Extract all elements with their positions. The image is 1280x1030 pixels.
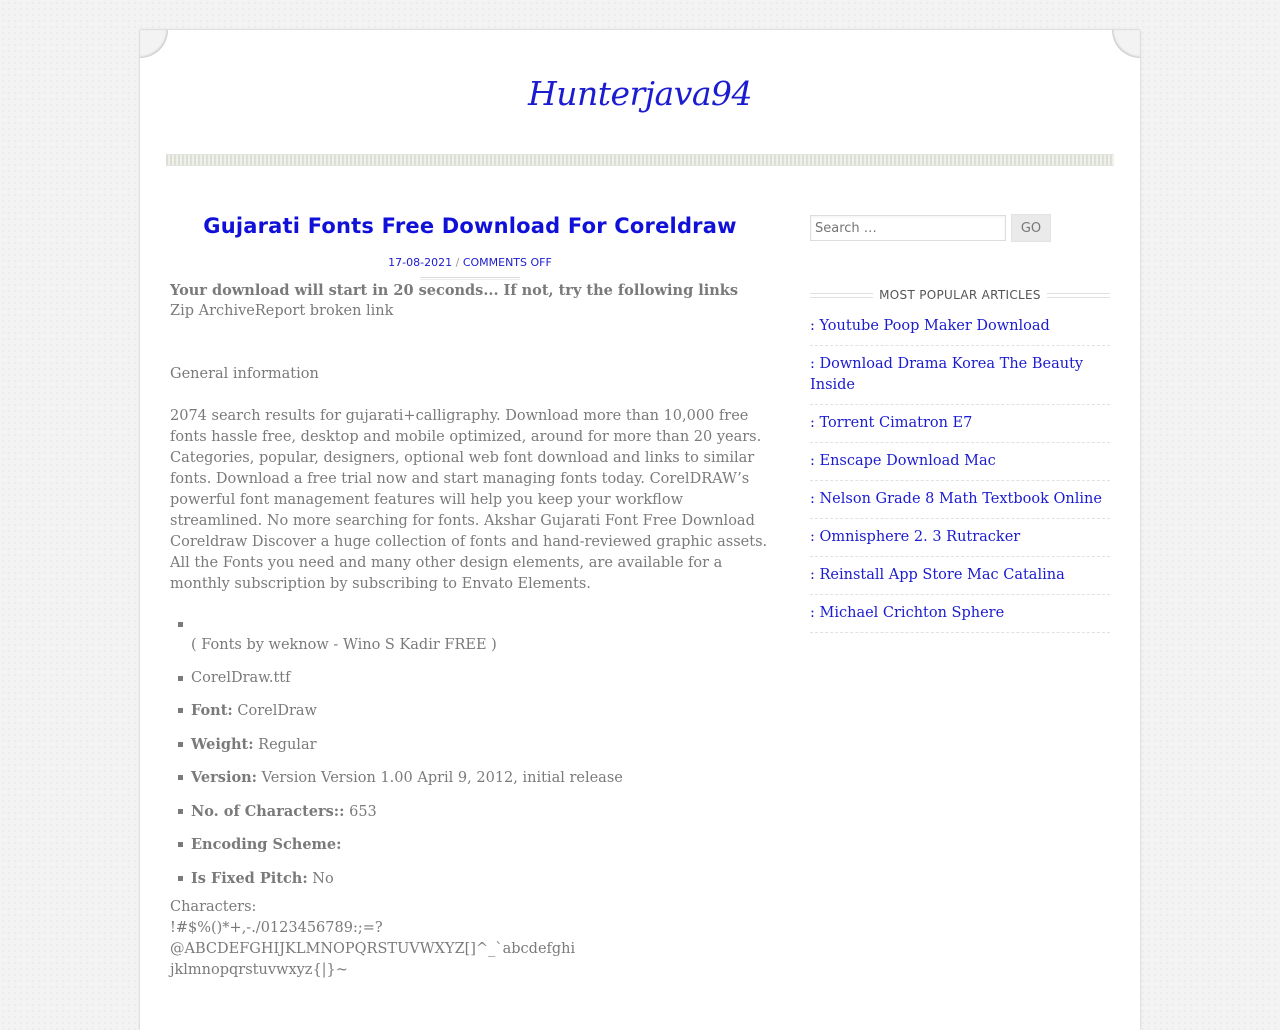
spec-label-pitch: Is Fixed Pitch: bbox=[191, 869, 308, 887]
font-credit: ( Fonts by weknow - Wino S Kadir FREE ) bbox=[191, 637, 497, 653]
spec-value-version: Version Version 1.00 April 9, 2012, initial release bbox=[257, 770, 623, 786]
spec-label-encoding: Encoding Scheme: bbox=[191, 836, 342, 853]
font-filename: CorelDraw.ttf bbox=[191, 669, 291, 686]
popular-article-link[interactable]: : Download Drama Korea The Beauty Inside bbox=[810, 356, 1084, 393]
main-content bbox=[170, 214, 770, 981]
post-date-link[interactable]: 17-08-2021 bbox=[388, 256, 453, 269]
spec-value-weight: Regular bbox=[253, 736, 317, 753]
list-item bbox=[191, 834, 770, 856]
list-item bbox=[810, 489, 1110, 519]
spec-label-version: Version: bbox=[191, 769, 258, 786]
popular-article-link[interactable]: : Torrent Cimatron E7 bbox=[810, 415, 973, 431]
popular-articles-list bbox=[810, 316, 1110, 633]
popular-article-link[interactable]: : Omnisphere 2. 3 Rutracker bbox=[810, 529, 1021, 545]
popular-widget-title bbox=[810, 288, 1110, 302]
list-item bbox=[810, 451, 1110, 481]
download-links[interactable]: Zip ArchiveReport broken link bbox=[170, 303, 394, 319]
spec-value-pitch: No bbox=[307, 870, 334, 887]
search-input[interactable] bbox=[810, 215, 1006, 241]
list-item bbox=[810, 603, 1110, 633]
list-item bbox=[810, 354, 1110, 405]
search-form bbox=[810, 214, 1110, 242]
spec-label-characters: No. of Characters:: bbox=[191, 802, 345, 820]
search-button[interactable]: GO bbox=[1011, 214, 1051, 242]
title-rule-left bbox=[810, 293, 873, 298]
spec-value-characters: 653 bbox=[344, 803, 377, 820]
characters-line-1: !#$%()*+,-./0123456789:;=?@ABCDEFGHIJKLMNOPQRSTUVWXYZ[]^_`abcdefghi bbox=[170, 920, 576, 957]
characters-line-2: jklmnopqrstuvwxyz{|}~ bbox=[170, 962, 348, 978]
page-corner-left bbox=[140, 30, 168, 58]
popular-article-link[interactable]: : Youtube Poop Maker Download bbox=[810, 318, 1050, 334]
list-item bbox=[191, 734, 770, 756]
font-spec-list bbox=[170, 614, 770, 890]
sidebar bbox=[810, 214, 1110, 641]
popular-article-link[interactable]: : Enscape Download Mac bbox=[810, 453, 996, 469]
comments-link[interactable]: COMMENTS OFF bbox=[462, 256, 552, 269]
popular-article-link[interactable]: : Reinstall App Store Mac Catalina bbox=[810, 567, 1065, 583]
popular-title-text: MOST POPULAR ARTICLES bbox=[879, 288, 1041, 302]
title-rule-right bbox=[1047, 293, 1110, 298]
post-title[interactable] bbox=[170, 214, 770, 238]
list-item bbox=[191, 668, 770, 689]
post-title-link[interactable]: Gujarati Fonts Free Download For Coreldraw bbox=[203, 214, 737, 238]
spec-label-weight: Weight: bbox=[191, 735, 254, 753]
popular-article-link[interactable]: : Nelson Grade 8 Math Textbook Online bbox=[810, 491, 1102, 507]
list-item bbox=[191, 614, 770, 656]
list-item bbox=[191, 868, 770, 890]
list-item bbox=[191, 801, 770, 823]
spec-value-font: CorelDraw bbox=[232, 703, 317, 719]
characters-label: Characters: bbox=[170, 899, 257, 915]
general-info-heading: General information bbox=[170, 366, 319, 382]
header-divider bbox=[166, 154, 1114, 166]
list-item bbox=[191, 700, 770, 722]
post-meta bbox=[170, 256, 770, 269]
popular-article-link[interactable]: : Michael Crichton Sphere bbox=[810, 605, 1005, 621]
page-container bbox=[140, 30, 1140, 1030]
meta-separator: / bbox=[452, 256, 463, 269]
page-corner-right bbox=[1112, 30, 1140, 58]
list-item bbox=[810, 527, 1110, 557]
list-item bbox=[810, 565, 1110, 595]
list-item bbox=[191, 767, 770, 789]
list-item bbox=[810, 413, 1110, 443]
site-title-link[interactable]: Hunterjava94 bbox=[527, 74, 753, 113]
post-body bbox=[170, 280, 770, 981]
download-notice: Your download will start in 20 seconds... If not, try the following links bbox=[170, 282, 739, 299]
spec-label-font: Font: bbox=[191, 702, 233, 719]
list-item bbox=[810, 316, 1110, 346]
post-paragraph: 2074 search results for gujarati+calligraphy. Download more than 10,000 free fonts hassle free, desktop and mobile optimized, around for more than 20 years. Categories, popular, designers, optional web font download and links to similar fonts. Download a free trial now and start managing fonts today. CorelDRAW’s powerful font management features will help you keep your workflow streamlined. No more searching for fonts. Akshar Gujarati Font Free Download Coreldraw Discover a huge collection of fonts and hand-reviewed graphic assets. All the Fonts you need and many other design elements, are available for a monthly subscription by subscribing to Envato Elements. bbox=[170, 408, 768, 592]
